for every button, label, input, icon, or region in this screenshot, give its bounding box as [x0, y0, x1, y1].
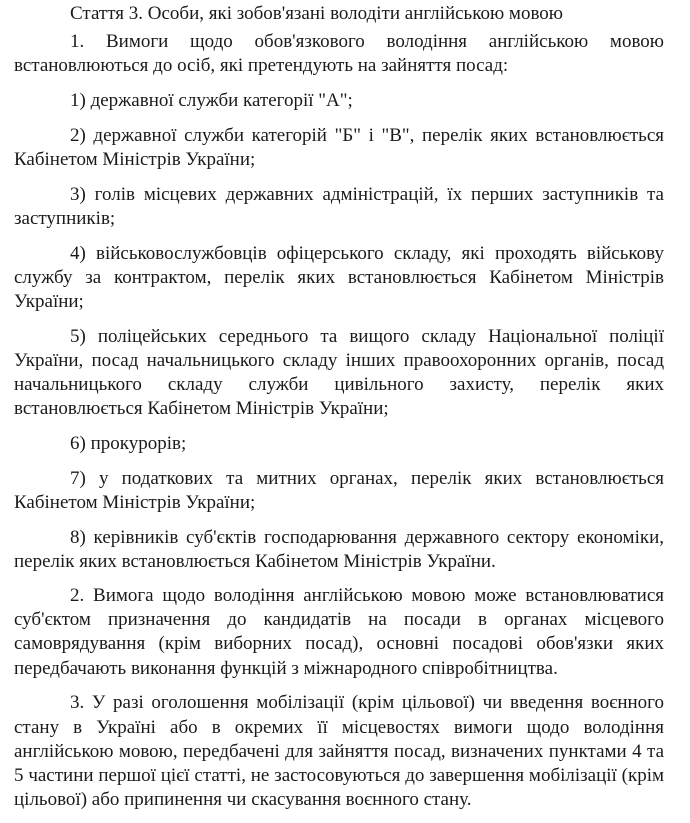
list-item-7: 7) у податкових та митних органах, перелік яких встановлюється Кабінетом Міністрів України; [14, 467, 664, 513]
article-heading: Стаття 3. Особи, які зобов'язані володіти англійською мовою [70, 3, 563, 24]
list-item-4: 4) військовослужбовців офіцерського складу, які проходять військову службу за контрактом, перелік яких встановлюється Кабінетом Міністрів України; [14, 242, 664, 313]
document-page [14, 0, 664, 823]
paragraph-2: 2. Вимога щодо володіння англійською мовою може встановлюватися суб'єктом призначення до кандидатів на посади в органах місцевого самоврядування (крім виборних посад), основні посадові обов'язки яких передбачають виконання функцій з міжнародного співробітництва. [14, 585, 664, 679]
list-item-6: 6) прокурорів; [70, 433, 187, 455]
list-item-5: 5) поліцейських середнього та вищого складу Національної поліції України, посад начальницького складу інших правоохоронних органів, посад начальницького складу служби цивільного захисту, перелік яких встановлюється Кабінетом Міністрів України; [14, 325, 664, 420]
paragraph-1: 1. Вимоги щодо обов'язкового володіння англійською мовою встановлюються до осіб, які претендують на зайняття посад: [14, 31, 664, 77]
list-item-3: 3) голів місцевих державних адміністрацій, їх перших заступників та заступників; [14, 183, 664, 229]
list-item-2: 2) державної служби категорій "Б" і "В", перелік яких встановлюється Кабінетом Міністрів України; [14, 124, 664, 171]
list-item-1: 1) державної служби категорії "А"; [70, 90, 353, 112]
paragraph-3: 3. У разі оголошення мобілізації (крім цільової) чи введення воєнного стану в Україні або в окремих її місцевостях вимоги щодо володіння англійською мовою, передбачені для зайняття посад, визначених пунктами 4 та 5 частини першої цієї статті, не застосовуються до завершення мобілізації (крім цільової) або припинення чи скасування воєнного стану. [14, 692, 664, 811]
list-item-8: 8) керівників суб'єктів господарювання державного сектору економіки, перелік яких встановлюється Кабінетом Міністрів України. [14, 526, 664, 572]
